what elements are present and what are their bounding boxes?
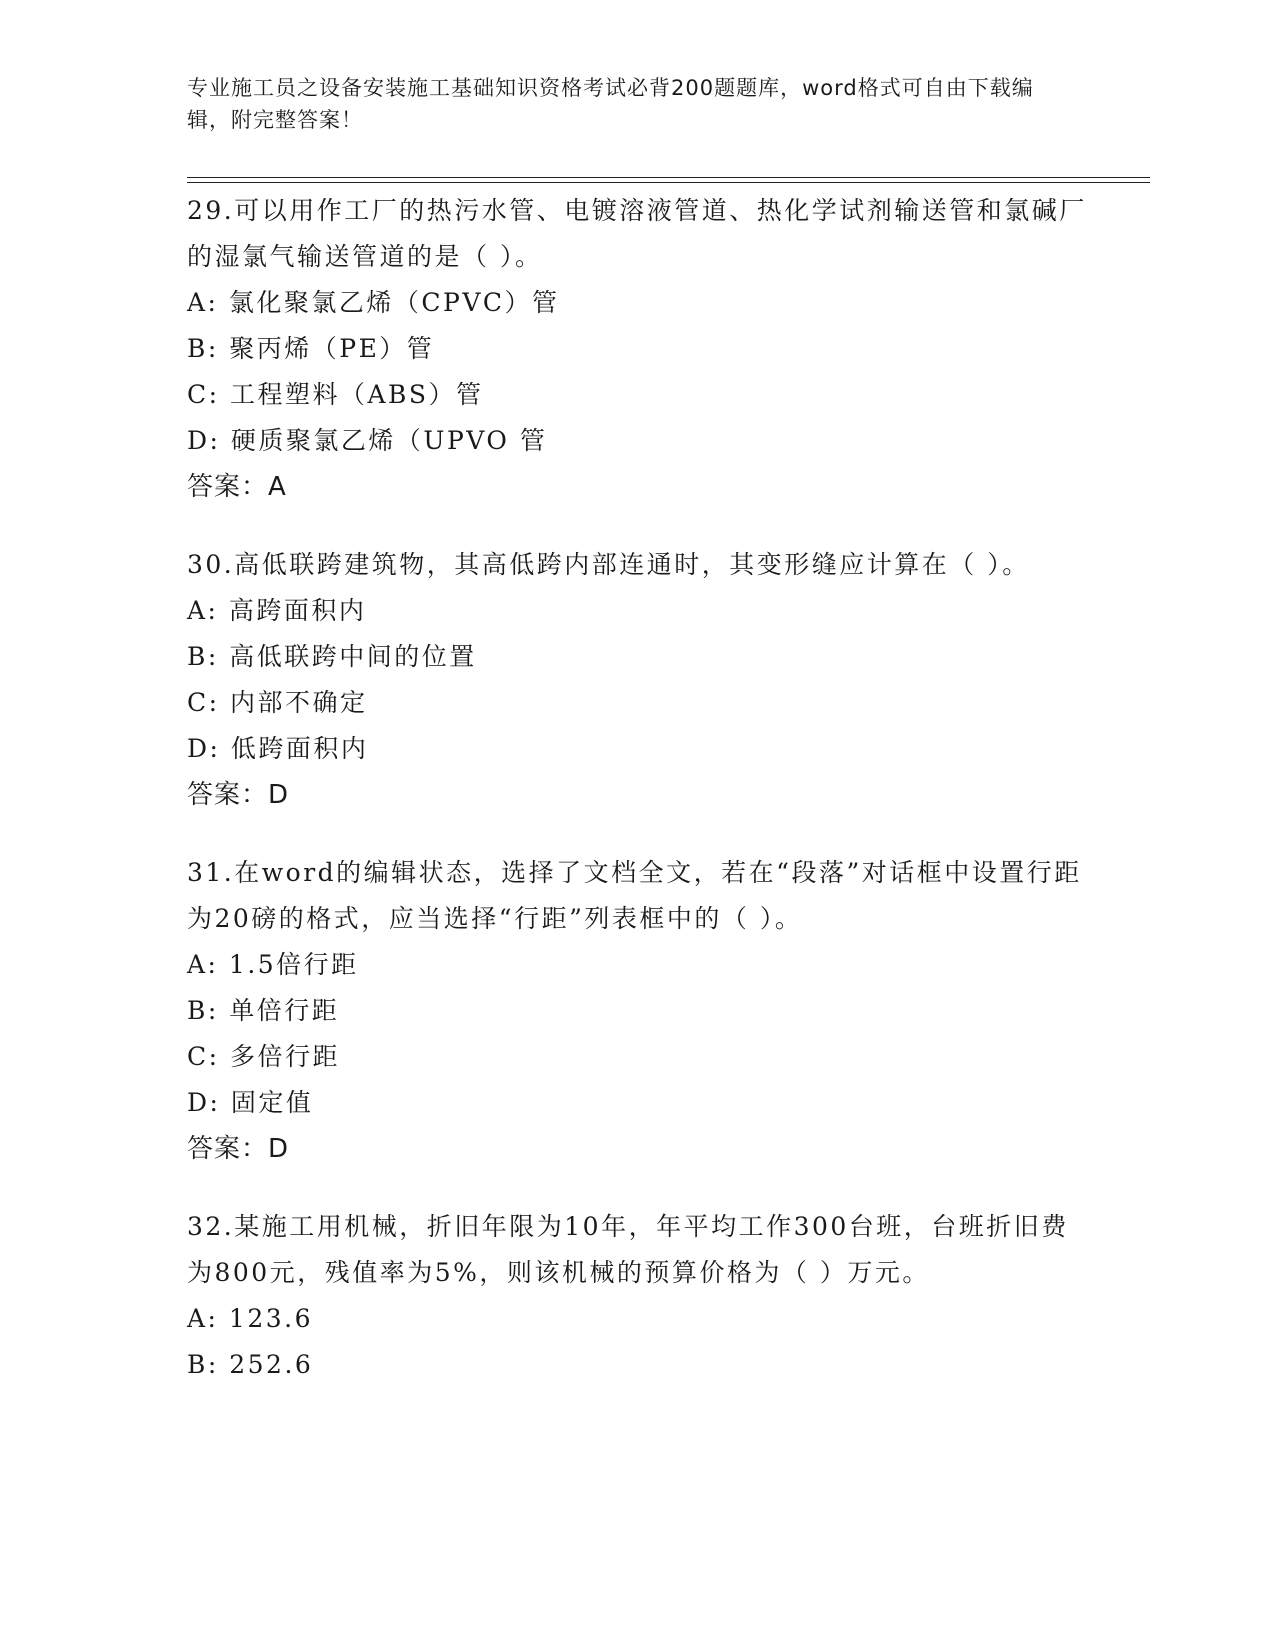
- answer-line: 答案：A: [187, 472, 287, 502]
- option-d: D: 固定值: [187, 1088, 314, 1117]
- option-b: B: 聚丙烯（PE）管: [187, 334, 435, 363]
- header-divider-line: [187, 182, 1150, 183]
- option-a: A: 高跨面积内: [187, 596, 367, 625]
- question-29: [187, 188, 1087, 510]
- header-intro-text: 专业施工员之设备安装施工基础知识资格考试必背200题题库，word格式可自由下载编辑，附完整答案！: [187, 76, 1034, 132]
- question-stem: 32.某施工用机械，折旧年限为10年，年平均工作300台班，台班折旧费为800元，残值率为5%，则该机械的预算价格为（ ）万元。: [187, 1212, 1069, 1287]
- question-stem: 29.可以用作工厂的热污水管、电镀溶液管道、热化学试剂输送管和氯碱厂的湿氯气输送管道的是（ ）。: [187, 196, 1087, 271]
- option-b: B: 252.6: [187, 1350, 314, 1379]
- question-stem: 30.高低联跨建筑物，其高低跨内部连通时，其变形缝应计算在（ ）。: [187, 550, 1030, 579]
- option-d: D: 低跨面积内: [187, 734, 369, 763]
- option-a: A: 1.5倍行距: [187, 950, 359, 979]
- option-b: B: 高低联跨中间的位置: [187, 642, 477, 671]
- option-c: C: 内部不确定: [187, 688, 368, 717]
- answer-line: 答案：D: [187, 1134, 290, 1164]
- option-a: A: 氯化聚氯乙烯（CPVC）管: [187, 288, 560, 317]
- answer-line: 答案：D: [187, 780, 290, 810]
- header-divider-line: [187, 177, 1150, 178]
- question-31: [187, 850, 1087, 1172]
- option-c: C: 工程塑料（ABS）管: [187, 380, 484, 409]
- question-30: [187, 542, 1087, 818]
- document-header: [187, 72, 1067, 136]
- question-list: [187, 188, 1087, 1420]
- option-b: B: 单倍行距: [187, 996, 340, 1025]
- option-c: C: 多倍行距: [187, 1042, 340, 1071]
- question-stem: 31.在word的编辑状态，选择了文档全文，若在“段落”对话框中设置行距为20磅的格式，应当选择“行距”列表框中的（ ）。: [187, 858, 1082, 933]
- option-d: D: 硬质聚氯乙烯（UPVO 管: [187, 426, 548, 455]
- option-a: A: 123.6: [187, 1304, 313, 1333]
- question-32: [187, 1204, 1087, 1388]
